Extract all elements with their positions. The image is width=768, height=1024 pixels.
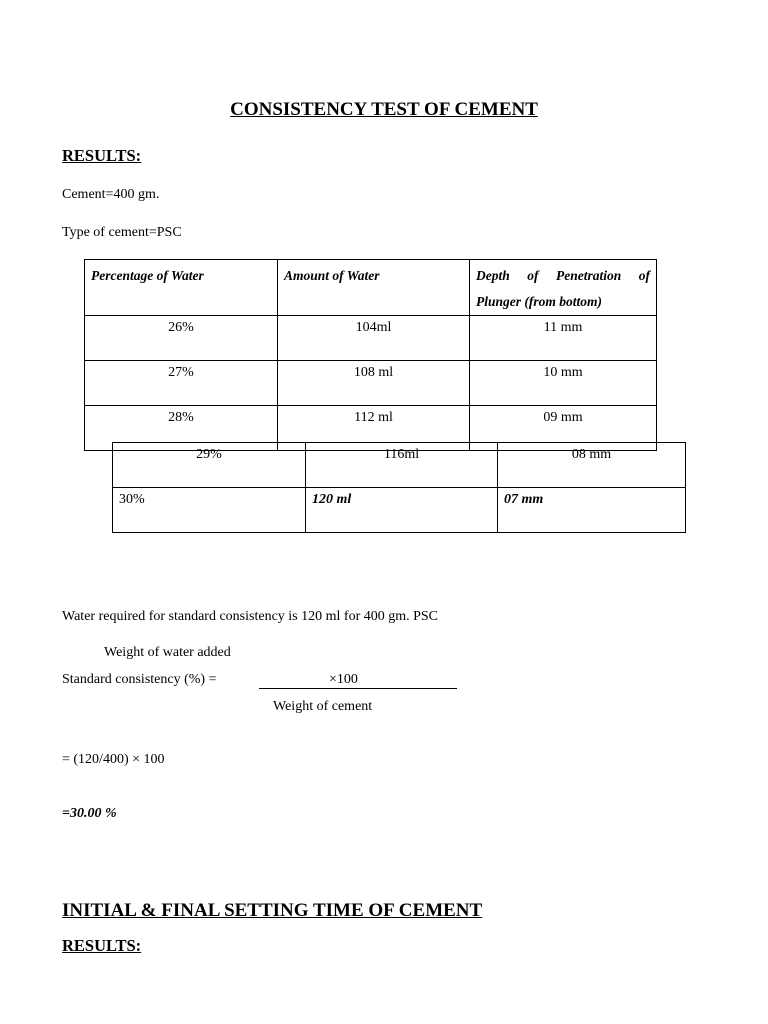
calculation-text: = (120/400) × 100 [62,752,165,767]
header-cell [85,260,278,316]
cell-percentage: 29% [196,447,222,462]
water-required-text: Water required for standard consistency is 120 ml for 400 gm. PSC [62,609,439,624]
cell-percentage: 28% [168,410,194,425]
formula-denominator: Weight of cement [273,699,373,714]
cement-type-text: Type of cement=PSC [62,225,182,240]
table-row [113,443,686,488]
table-row [85,361,657,406]
table-cell [306,488,498,533]
header-cell [470,260,657,316]
table-cell [306,443,498,488]
table-cell [113,488,306,533]
table-cell [278,361,470,406]
cell-depth: 11 mm [543,320,583,335]
result-value: =30.00 % [62,806,117,821]
page-title: CONSISTENCY TEST OF CEMENT [230,99,538,120]
setting-time-results-heading: RESULTS: [62,936,142,955]
formula-numerator: Weight of water added [104,645,231,660]
table-header-row [85,260,657,316]
setting-time-title: INITIAL & FINAL SETTING TIME OF CEMENT [62,900,483,921]
results-heading: RESULTS: [62,146,142,165]
header-percentage-water: Percentage of Water [91,268,204,283]
header-amount-water: Amount of Water [284,268,380,283]
fraction-line [259,688,457,689]
cell-depth: 09 mm [543,410,583,425]
table-cell [498,443,686,488]
table-cell [85,316,278,361]
consistency-table-upper [84,259,657,451]
header-depth-penetration [470,260,656,315]
cement-weight-text: Cement=400 gm. [62,187,160,202]
cell-amount: 108 ml [353,365,394,380]
cell-amount: 104ml [355,320,392,335]
header-depth-line1: Depth of Penetration of [476,268,650,283]
table-cell [498,488,686,533]
table-cell [470,316,657,361]
table-cell [470,361,657,406]
header-cell [278,260,470,316]
table-row [113,488,686,533]
cell-amount: 116ml [383,447,420,462]
formula-multiplier: ×100 [329,672,358,687]
table-row [85,316,657,361]
formula-lhs: Standard consistency (%) = [62,672,217,687]
header-depth-line2: Plunger (from bottom) [476,294,603,309]
cell-percentage: 27% [168,365,194,380]
cell-depth: 08 mm [571,447,612,462]
table-cell [85,361,278,406]
cell-amount: 112 ml [354,410,393,425]
cell-percentage: 26% [168,320,194,335]
table-cell [278,316,470,361]
cell-amount: 120 ml [312,492,352,507]
cell-depth: 10 mm [543,365,583,380]
table-cell [113,443,306,488]
cell-depth: 07 mm [504,492,544,507]
cell-percentage: 30% [119,492,145,507]
consistency-table-lower [112,442,686,533]
